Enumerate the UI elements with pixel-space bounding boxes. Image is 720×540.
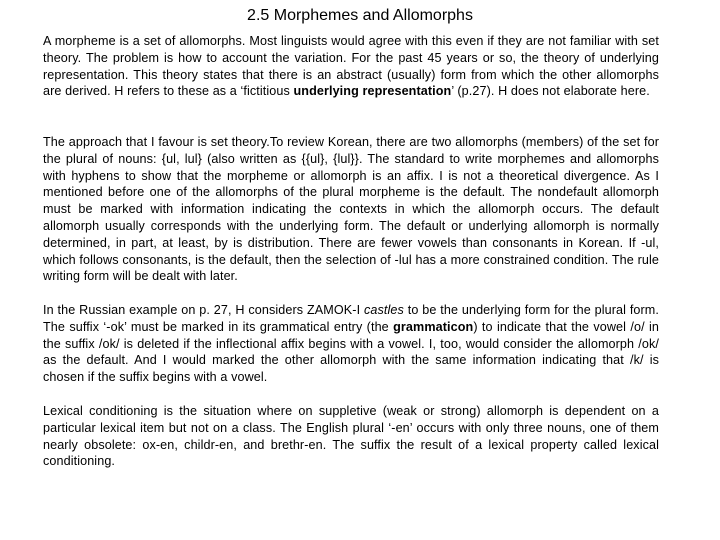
paragraph-text: A morpheme is a set of allomorphs. Most linguists would agree with this even if they are not familiar with set theory. The problem is how to account the variation. For the past 45 years or so, the theory of underlying representation. This theory states that there is an abstract (usually) form from which the other allomorphs are derived. H refers to these as a ‘fictitious xyxy=(43,34,659,99)
bold-term: underlying representation xyxy=(293,84,452,99)
paragraph-morpheme-definition xyxy=(43,33,659,100)
paragraph-text: The approach that I favour is set theory.To review Korean, there are two allomorphs (members) of the set for the plural of nouns: {ul, lul} (also written as {{ul}, {lul}}. The standard to write morphemes and allomorphs with hyphens to show that the morpheme or allomorph is an affix. I is not a theoretical divergence. As I mentioned before one of the allomorphs of the plural morpheme is the default. The nondefault allomorph must be marked with information indicating the contexts in which the allomorph occurs. The default allomorph usually corresponds with the underlying form. The default or underlying allomorph is normally determined, in part, at least, by is distribution. There are fewer vowels than consonants in Korean. If -ul, which follows consonants, is the default, then the selection of -lul has a more constrained condition. The rule writing form will be dealt with later. xyxy=(43,135,659,284)
paragraph-text: ) to indicate that the vowel /o/ in the suffix /ok/ is deleted if the inflectional affix begins with a vowel. I, too, would consider the allomorph /ok/ as the default. And I would marked the other allomorph with the same information indicating that /k/ is chosen if the suffix begins with a vowel. xyxy=(43,319,659,385)
page-title: 2.5 Morphemes and Allomorphs xyxy=(247,7,473,24)
paragraph-text: Lexical conditioning is the situation where on suppletive (weak or strong) allomorph is dependent on a particular lexical item but not on a class. The English plural ‘-en’ occurs with only three nouns, one of them nearly obsolete: ox-en, childr-en, and brethr-en. The suffix the result of a lexical property called lexical conditioning. xyxy=(43,404,659,469)
paragraph-text: to be the underlying form for the plural form. The suffix ‘-ok’ must be marked in its grammatical entry (the xyxy=(43,303,659,334)
paragraph-text: ’ (p.27). H does not elaborate here. xyxy=(451,84,650,99)
paragraph-russian-example xyxy=(43,302,659,386)
bold-term: grammaticon xyxy=(393,319,474,334)
paragraph-text: In the Russian example on p. 27, H considers ZAMOK-I xyxy=(43,303,364,317)
italic-term: castles xyxy=(364,303,404,317)
paragraph-set-theory xyxy=(43,134,659,285)
paragraph-lexical-conditioning xyxy=(43,403,659,470)
